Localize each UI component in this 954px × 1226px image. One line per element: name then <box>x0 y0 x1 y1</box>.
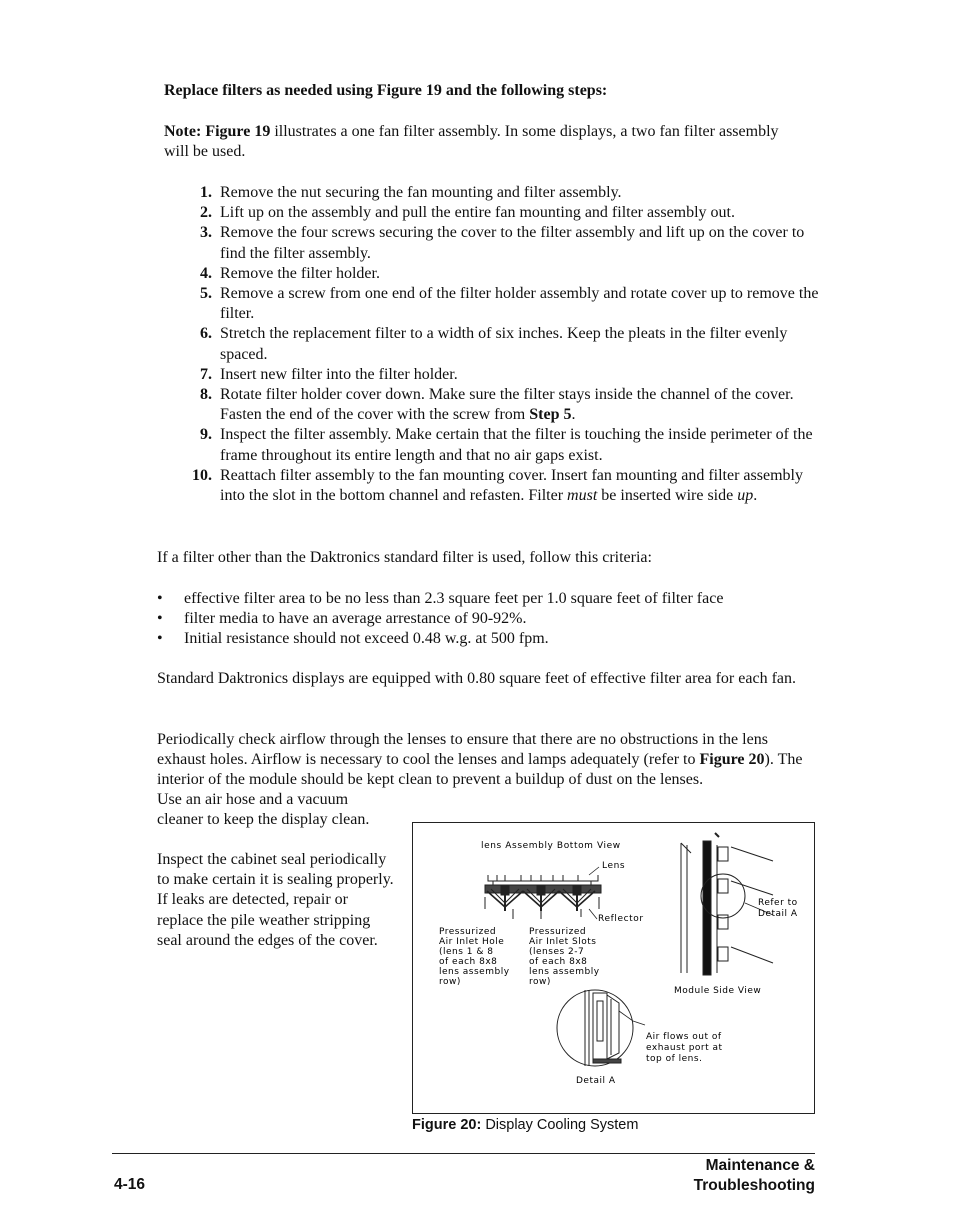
note-label: Note: <box>164 123 202 140</box>
step-number: 7. <box>200 365 212 383</box>
page-number: 4-16 <box>114 1176 146 1193</box>
note-text: illustrates a one fan filter assembly. In some displays, a two fan filter assembly will be used. <box>164 123 779 161</box>
step-item <box>164 264 824 284</box>
bottom-view-title: lens Assembly Bottom View <box>481 841 621 851</box>
bullet-icon: • <box>157 590 163 607</box>
left-callout-line: Pressurized <box>439 927 497 937</box>
left-callout-line: row) <box>439 977 461 987</box>
step-item <box>164 324 824 364</box>
step-text: Insert new filter into the filter holder. <box>220 365 458 383</box>
lens-label: Lens <box>602 861 626 871</box>
footer-section-title <box>694 1156 815 1196</box>
note-figure-ref: Figure 19 <box>205 123 271 140</box>
step-text <box>220 385 824 425</box>
step-number: 4. <box>200 264 212 282</box>
criteria-intro: If a filter other than the Daktronics standard filter is used, follow this criteria: <box>157 549 652 566</box>
airflow-paragraph-line5: cleaner to keep the display clean. <box>157 811 370 828</box>
step-text-part: . <box>571 406 576 424</box>
step-text: Lift up on the assembly and pull the entire fan mounting and filter assembly out. <box>220 204 735 222</box>
refer-detail-line: Refer to <box>758 898 798 908</box>
middle-callout <box>529 927 600 987</box>
mid-callout-line: (lenses 2-7 <box>529 947 585 957</box>
airflow-paragraph <box>157 730 817 791</box>
bullet-text: filter media to have an average arrestance of 90-92%. <box>184 610 527 628</box>
bullet-item <box>157 629 837 649</box>
footer-rule <box>112 1153 815 1154</box>
step-item <box>164 183 824 203</box>
step-item <box>164 425 824 465</box>
refer-detail-label <box>758 898 798 919</box>
detail-a-drawing <box>557 990 645 1066</box>
step-text-part: Rotate filter holder cover down. Make sure the filter stays inside the channel of the cover. Fasten the end of the cover with the screw from <box>220 386 794 424</box>
step-emphasis: up <box>737 487 754 505</box>
step-text: Remove the filter holder. <box>220 264 380 282</box>
step-item <box>164 466 824 506</box>
figure-caption-text: Display Cooling System <box>481 1117 639 1133</box>
step-number: 9. <box>200 426 212 444</box>
lens-leader <box>589 867 599 875</box>
lens-assembly-drawing <box>485 875 601 919</box>
section-heading: Replace filters as needed using Figure 19 and the following steps: <box>164 82 608 99</box>
step-item <box>164 284 824 324</box>
step-item <box>164 365 824 385</box>
left-callout-line: (lens 1 & 8 <box>439 947 494 957</box>
step-text-part: Reattach filter assembly to the fan mounting cover. Insert fan mounting and filter assembly into the slot in the bottom channel and refasten. Filter <box>220 466 803 505</box>
step-item <box>164 203 824 223</box>
mid-callout-line: Pressurized <box>529 927 587 937</box>
step-text-part: . <box>753 487 758 505</box>
step-text <box>220 466 824 506</box>
note-paragraph <box>164 122 804 162</box>
bullet-item <box>157 589 837 609</box>
step-item <box>164 223 824 263</box>
figure-caption-label: Figure 20: <box>412 1117 482 1133</box>
bullet-text: effective filter area to be no less than 2.3 square feet per 1.0 square feet of filter face <box>184 590 724 607</box>
step-text: Remove a screw from one end of the filter holder assembly and rotate cover up to remove the filter. <box>220 285 819 323</box>
mid-callout-line: row) <box>529 977 551 987</box>
seal-paragraph: Inspect the cabinet seal periodically to make certain it is sealing properly. If leaks are detected, repair or replace the pile weather stripping seal around the edges of the cover. <box>157 851 394 949</box>
step-number: 6. <box>200 325 212 343</box>
step-text-part: be inserted wire side <box>597 487 738 505</box>
step-number: 2. <box>200 204 212 222</box>
refer-detail-line: Detail A <box>758 909 798 919</box>
left-callout <box>439 927 510 987</box>
detail-a-title: Detail A <box>576 1076 616 1086</box>
step-text: Remove the nut securing the fan mounting and filter assembly. <box>220 184 622 201</box>
left-callout-line: Air Inlet Hole <box>439 937 505 947</box>
step-text: Inspect the filter assembly. Make certain that the filter is touching the inside perimeter of the frame throughout its entire length and that no air gaps exist. <box>220 426 813 464</box>
step-number: 5. <box>200 285 212 303</box>
airflow-note-line: Air flows out of <box>646 1032 722 1042</box>
bullet-item <box>157 609 837 629</box>
side-view-title: Module Side View <box>674 986 762 996</box>
figure-20-frame <box>412 822 815 1114</box>
step-number: 10. <box>192 466 212 484</box>
step-number: 1. <box>200 184 212 201</box>
step-item <box>164 385 824 425</box>
bullet-text: Initial resistance should not exceed 0.48 w.g. at 500 fpm. <box>184 630 549 648</box>
step-number: 3. <box>200 224 212 242</box>
left-callout-line: lens assembly <box>439 967 510 977</box>
step-text: Remove the four screws securing the cover to the filter assembly and lift up on the cover to find the filter assembly. <box>220 224 805 262</box>
mid-callout-line: lens assembly <box>529 967 600 977</box>
left-callout-line: of each 8x8 <box>439 957 498 967</box>
reflector-label: Reflector <box>598 914 644 924</box>
airflow-figure-ref: Figure 20 <box>699 751 765 769</box>
step-ref: Step 5 <box>529 406 572 424</box>
airflow-text: ). The interior of the module should be kept clean to prevent a buildup of dust on the lenses. <box>157 751 803 789</box>
step-number: 8. <box>200 386 212 404</box>
airflow-note-line: top of lens. <box>646 1054 703 1064</box>
cooling-diagram <box>413 823 813 1112</box>
footer-section-line: Troubleshooting <box>693 1177 815 1194</box>
mid-callout-line: of each 8x8 <box>529 957 588 967</box>
steps-list <box>164 183 824 506</box>
airflow-note-line: exhaust port at <box>646 1043 723 1053</box>
criteria-list <box>157 589 837 650</box>
step-emphasis: must <box>567 487 598 505</box>
footer-section-line: Maintenance & <box>705 1157 815 1174</box>
bullet-icon: • <box>157 630 163 648</box>
airflow-paragraph-line4: Use an air hose and a vacuum <box>157 791 349 808</box>
step-text: Stretch the replacement filter to a width of six inches. Keep the pleats in the filter evenly spaced. <box>220 325 788 363</box>
figure-caption <box>412 1117 638 1133</box>
bullet-icon: • <box>157 610 163 628</box>
airflow-note <box>646 1032 723 1064</box>
mid-callout-line: Air Inlet Slots <box>529 937 597 947</box>
airflow-text: Periodically check airflow through the lenses to ensure that there are no obstructions in the lens exhaust holes. Airflow is necessary to cool the lenses and lamps adequately (refer to <box>157 731 768 769</box>
standard-paragraph: Standard Daktronics displays are equipped with 0.80 square feet of effective filter area for each fan. <box>157 670 796 687</box>
